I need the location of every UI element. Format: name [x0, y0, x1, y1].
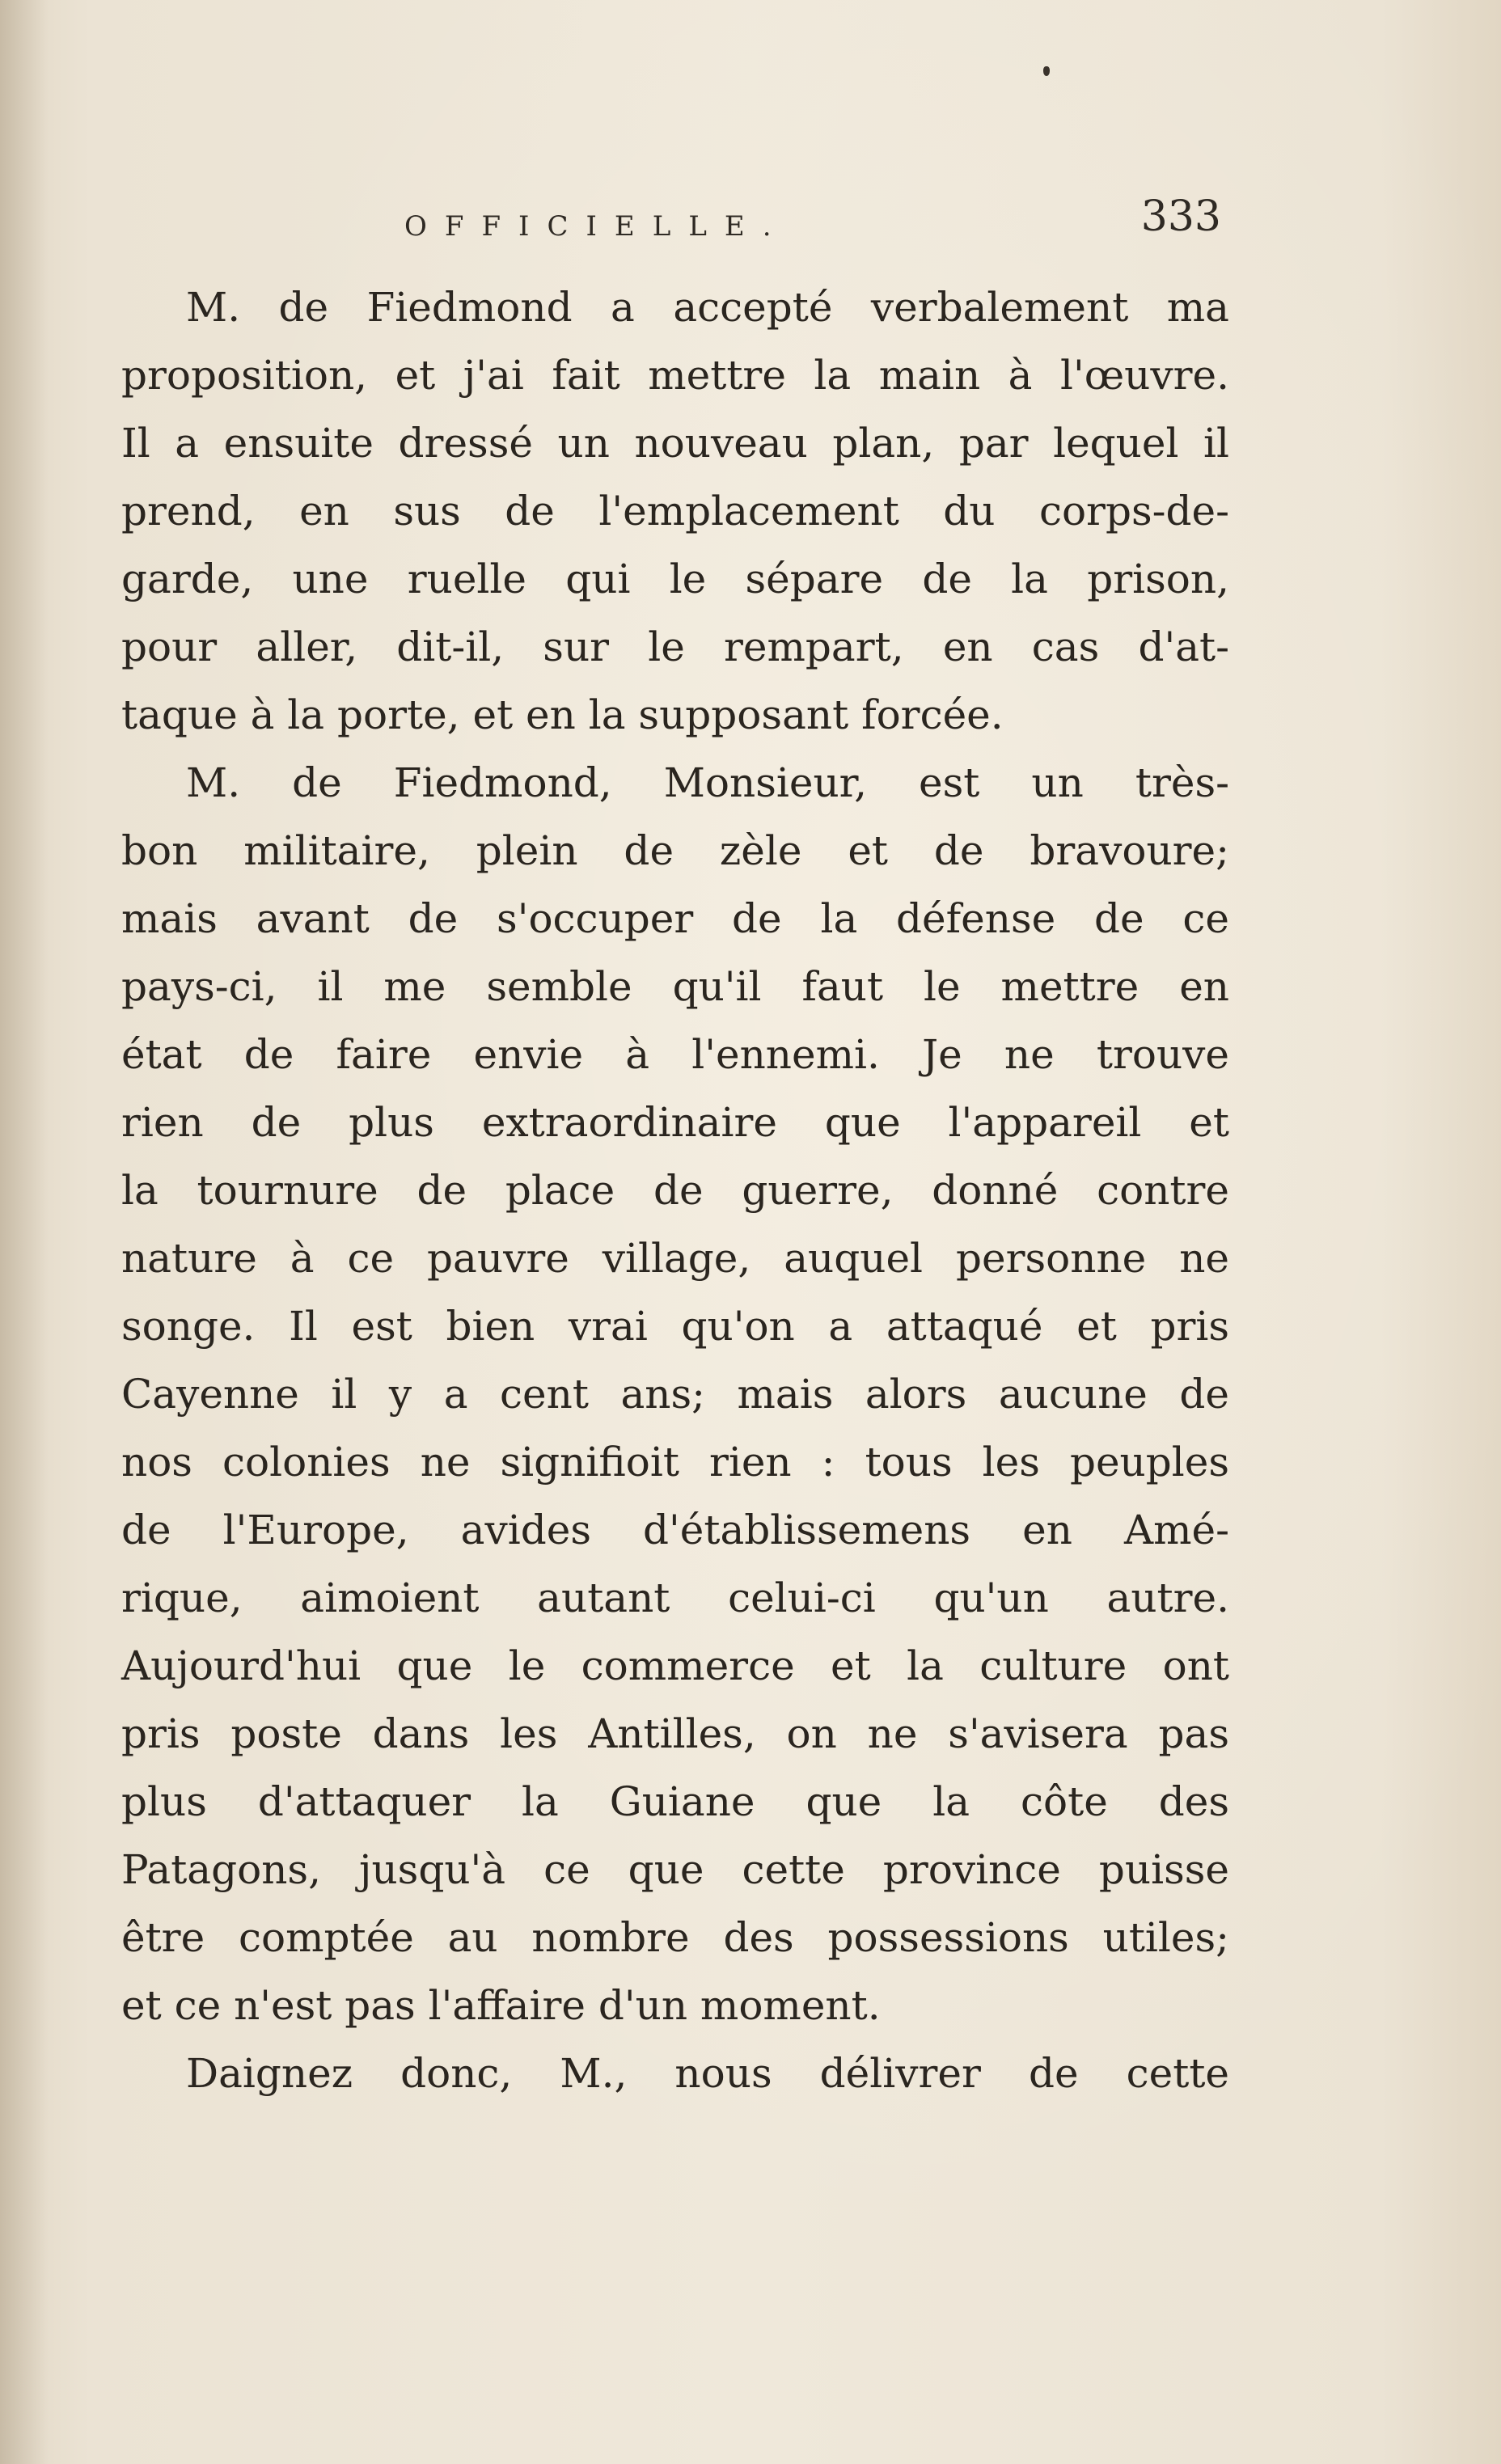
text-line: M. de Fiedmond, Monsieur, est un très-	[186, 759, 1229, 806]
text-line: rien de plus extraordinaire que l'appareil et	[121, 1099, 1229, 1146]
text-line: bon militaire, plein de zèle et de bravoure;	[121, 827, 1229, 874]
text-line: pays-ci, il me semble qu'il faut le mettre en	[121, 963, 1229, 1010]
text-line: nature à ce pauvre village, auquel personne ne	[121, 1235, 1229, 1282]
text-line: de l'Europe, avides d'établissemens en Amé-	[121, 1507, 1229, 1553]
text-line: état de faire envie à l'ennemi. Je ne trouve	[121, 1031, 1229, 1078]
text-line: songe. Il est bien vrai qu'on a attaqué et pris	[121, 1303, 1229, 1350]
text-line: proposition, et j'ai fait mettre la main à l'œuvre.	[121, 352, 1229, 399]
text-line: la tournure de place de guerre, donné contre	[121, 1167, 1229, 1214]
text-line: taque à la porte, et en la supposant forcée.	[121, 691, 1004, 738]
text-line: Il a ensuite dressé un nouveau plan, par lequel il	[121, 420, 1229, 467]
text-line: pris poste dans les Antilles, on ne s'avisera pas	[121, 1710, 1229, 1757]
text-line: et ce n'est pas l'affaire d'un moment.	[121, 1982, 881, 2029]
text-line: Daignez donc, M., nous délivrer de cette	[186, 2050, 1229, 2097]
text-line: nos colonies ne signifioit rien : tous les peuples	[121, 1439, 1229, 1486]
ink-speck	[1043, 66, 1050, 76]
text-line: M. de Fiedmond a accepté verbalement ma	[186, 284, 1229, 331]
text-line: Cayenne il y a cent ans; mais alors aucune de	[121, 1371, 1229, 1418]
page-header	[121, 192, 1221, 257]
running-head: OFFICIELLE.	[404, 210, 789, 243]
text-line: prend, en sus de l'emplacement du corps-de-	[121, 488, 1229, 535]
text-line: pour aller, dit-il, sur le rempart, en cas d'at-	[121, 623, 1229, 670]
page-number: 333	[1140, 192, 1221, 241]
text-line: Patagons, jusqu'à ce que cette province puisse	[121, 1846, 1229, 1893]
gutter-shadow	[0, 0, 49, 2464]
text-line: Aujourd'hui que le commerce et la culture ont	[121, 1642, 1229, 1689]
text-line: plus d'attaquer la Guiane que la côte des	[121, 1778, 1229, 1825]
text-line: rique, aimoient autant celui-ci qu'un autre.	[121, 1574, 1229, 1621]
text-line: être comptée au nombre des possessions utiles;	[121, 1914, 1229, 1961]
page-body	[121, 273, 1229, 2107]
text-line: mais avant de s'occuper de la défense de ce	[121, 895, 1229, 942]
text-line: garde, une ruelle qui le sépare de la prison,	[121, 556, 1229, 602]
